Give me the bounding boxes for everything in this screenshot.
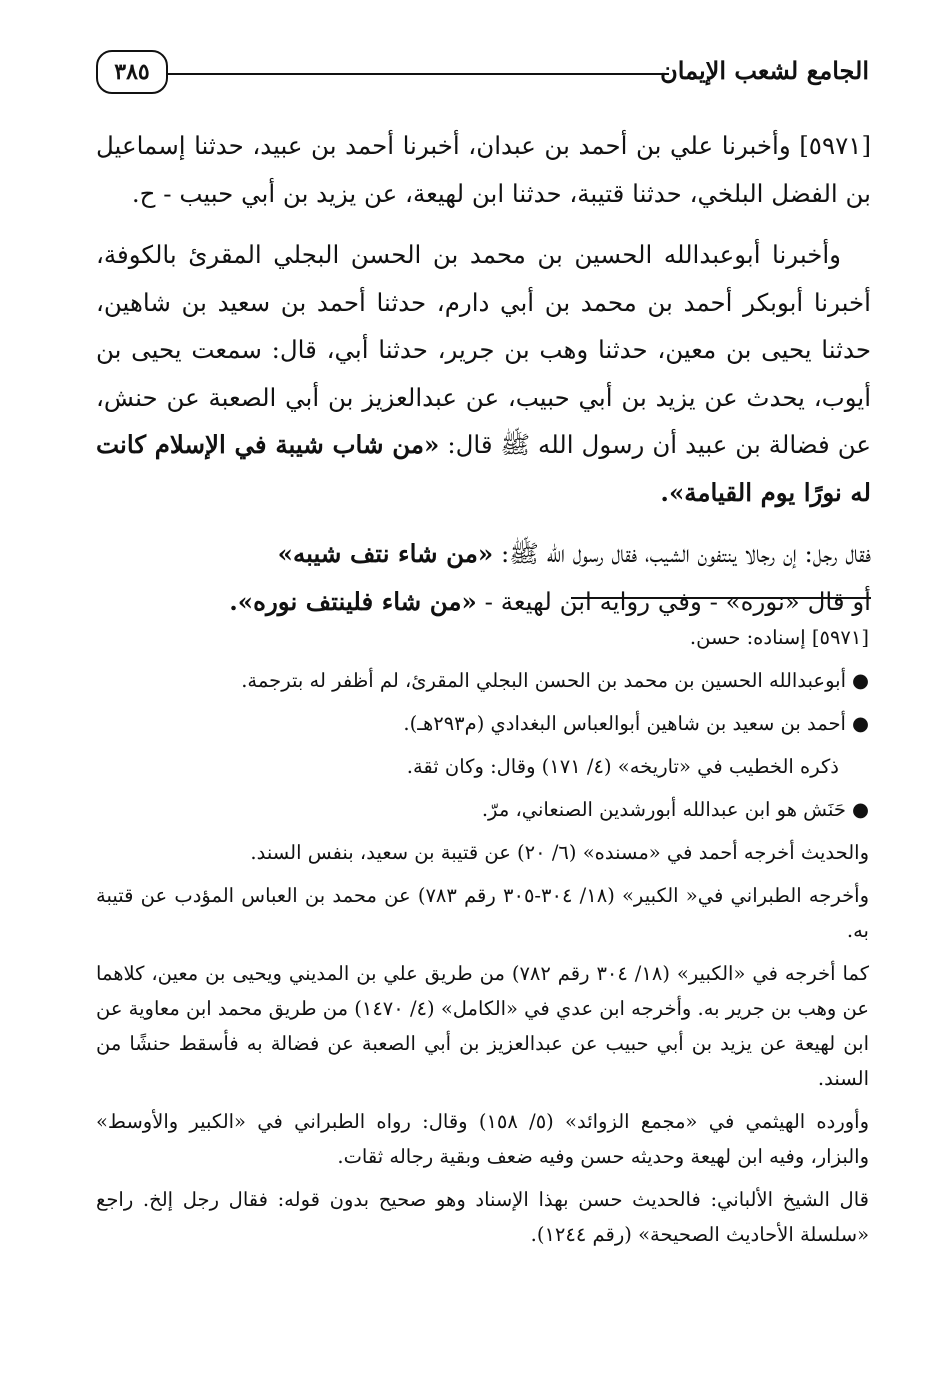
footnote-narrator-1	[96, 663, 869, 698]
bullet-icon: ●	[851, 712, 869, 735]
paragraph-chain	[96, 231, 871, 516]
footnote-takhrij-tabarani: وأخرجه الطبراني في« الكبير» (١٨/ ٣٠٤-٣٠٥ رقم ٧٨٣) عن محمد بن العباس المؤدب عن قتيبة به.	[96, 884, 869, 942]
footnote-takhrij-kabir: كما أخرجه في «الكبير» (١٨/ ٣٠٤ رقم ٧٨٢) من طريق علي بن المديني ويحيى بن معين، كلاهما عن وهب بن جرير به. وأخرجه ابن عدي في «الكامل» (٤/ ١٤٧٠) من طريق محمد ابن معاوية عن ابن لهيعة عن يزيد بن أبي حبيب عن عبدالعزيز بن أبي الصعبة عن فضالة به فأسقط حنشًا من السند.	[96, 962, 869, 1090]
footnote-narrator-1-text: أبوعبدالله الحسين بن محمد بن الحسن البجلي المقرئ، لم أظفر له بترجمة.	[241, 669, 846, 692]
paragraph-question	[96, 530, 871, 625]
variant-text: أو قال «نوره» - وفي رواية ابن لهيعة -	[484, 586, 871, 616]
footnote-albani: قال الشيخ الألباني: فالحديث حسن بهذا الإسناد وهو صحيح بدون قوله: فقال رجل إلخ. راجع «سلسلة الأحاديث الصحيحة» (رقم ١٢٤٤).	[96, 1188, 869, 1246]
header-rule	[166, 73, 669, 75]
footnote-narrator-3-text: حَنَش هو ابن عبدالله أبورشدين الصنعاني، مرّ.	[481, 798, 846, 821]
footnote-isnad: [٥٩٧١] إسناده: حسن.	[689, 626, 869, 649]
footnote-narrator-2	[96, 706, 869, 741]
hadith-text-2: «من شاء نتف شيبه»	[277, 539, 494, 568]
running-title: الجامع لشعب الإيمان	[660, 56, 869, 85]
footnotes	[96, 620, 869, 1260]
hadith-text: «من شاب شيبة في الإسلام كانت له نورًا يوم القيامة».	[96, 430, 871, 507]
footnote-narrator-3	[96, 792, 869, 827]
chain-text: وأخبرنا أبوعبدالله الحسين بن محمد بن الحسن البجلي المقرئ بالكوفة، أخبرنا أبوبكر أحمد بن محمد بن أبي دارم، حدثنا أحمد بن سعيد بن شاهين، حدثنا يحيى بن معين، حدثنا وهب بن جرير، حدثنا أبي، قال: سمعت يحيى بن أيوب، يحدث عن يزيد بن أبي حبيب، عن عبدالعزيز بن أبي الصعبة عن حنش، عن فضالة بن عبيد أن رسول الله ﷺ قال:	[96, 240, 871, 459]
footnote-haythami: وأورده الهيثمي في «مجمع الزوائد» (٥/ ١٥٨) وقال: رواه الطبراني في «الكبير والأوسط» والبزار، وفيه ابن لهيعة وحديثه حسن وفيه ضعف وبقية رجاله ثقات.	[96, 1110, 869, 1168]
page-header	[96, 46, 869, 102]
footnote-separator	[571, 597, 871, 599]
main-text	[96, 122, 871, 639]
paragraph-5971: [٥٩٧١] وأخبرنا علي بن أحمد بن عبدان، أخبرنا أحمد بن عبيد، حدثنا إسماعيل بن الفضل البلخي، حدثنا قتيبة، حدثنا ابن لهيعة، عن يزيد بن أبي حبيب - ح.	[96, 131, 871, 208]
footnote-narrator-2-note: ذكره الخطيب في «تاريخه» (٤/ ١٧١) وقال: وكان ثقة.	[406, 755, 839, 778]
page-number: ٣٨٥	[96, 50, 168, 94]
bullet-icon: ●	[851, 669, 869, 692]
bullet-icon: ●	[851, 798, 869, 821]
footnote-narrator-2-text: أحمد بن سعيد بن شاهين أبوالعباس البغدادي (م٢٩٣هـ).	[403, 712, 846, 735]
hadith-text-3: «من شاء فلينتف نوره».	[229, 586, 477, 616]
footnote-takhrij-ahmad: والحديث أخرجه أحمد في «مسنده» (٦/ ٢٠) عن قتيبة بن سعيد، بنفس السند.	[250, 841, 869, 864]
question-text: فقال رجل: إن رجالا ينتفون الشيب، فقال رسول الله ﷺ:	[500, 539, 871, 568]
